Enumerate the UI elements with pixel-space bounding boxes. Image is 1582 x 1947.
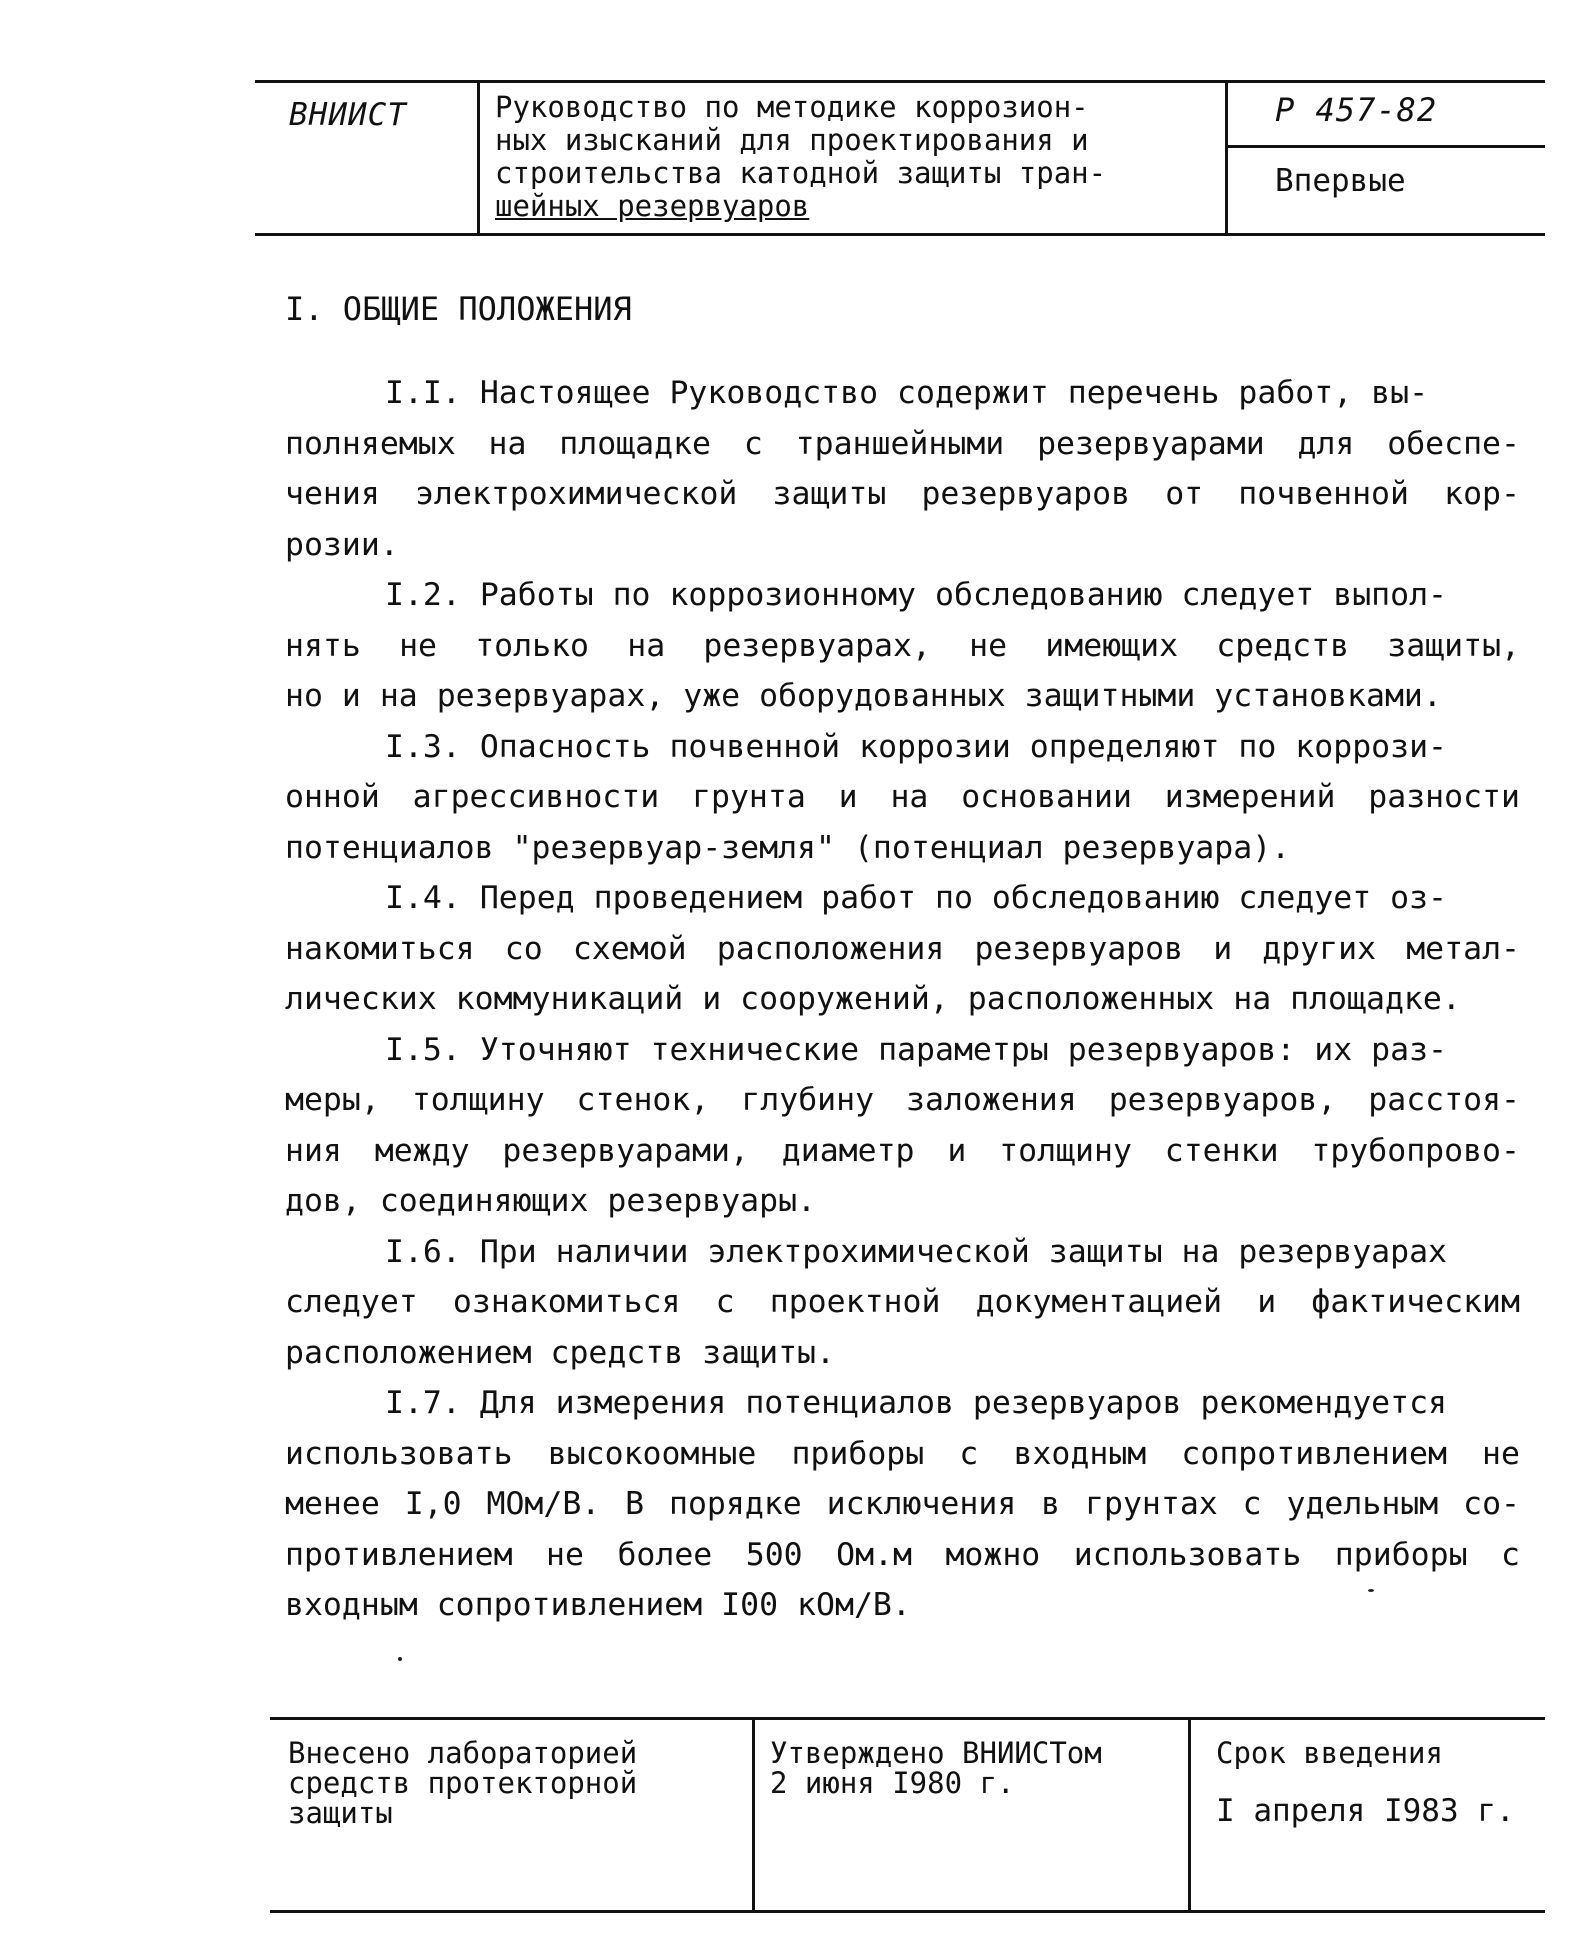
paragraph-line: накомиться со схемой расположения резервуаров и других метал- [285, 930, 1520, 967]
document-header [255, 80, 1545, 236]
paragraph-line: но и на резервуарах, уже оборудованных защитными установками. [285, 678, 1442, 714]
paragraph-line: лических коммуникаций и сооружений, расположенных на площадке. [285, 981, 1461, 1017]
title-line: Руководство по методике коррозион- [495, 90, 1089, 124]
paragraph [285, 368, 1555, 570]
paragraph-line: розии. [285, 526, 399, 563]
approved-by [770, 1738, 1102, 1798]
section-title: I. ОБЩИЕ ПОЛОЖЕНИЯ [285, 290, 632, 328]
submitted-by-line: защиты [288, 1796, 393, 1830]
header-divider-left [477, 83, 480, 233]
paragraph-line: онной агрессивности грунта и на основании измерений разности [285, 779, 1520, 815]
paragraph-line: I.3. Опасность почвенной коррозии определяют по коррози- [385, 728, 1448, 765]
paragraph-line: потенциалов "резервуар-земля" (потенциал резервуара). [285, 829, 1291, 866]
title-line: ных изысканий для проектирования и [495, 123, 1089, 157]
footer-divider-left [752, 1720, 755, 1910]
paragraph [285, 1227, 1555, 1379]
effective-date: I апреля I983 г. [1216, 1793, 1515, 1829]
approved-line: Утверждено ВНИИСТом [770, 1736, 1102, 1770]
submitted-by-line: средств протекторной [288, 1766, 638, 1800]
effective-label: Срок введения [1216, 1736, 1443, 1770]
document-title [495, 91, 1215, 223]
header-divider-right [1225, 83, 1228, 233]
submitted-by-line: Внесено лабораторией [288, 1736, 638, 1770]
paragraph [285, 1025, 1555, 1227]
effective-date-block [1216, 1736, 1515, 1829]
submitted-by [288, 1738, 637, 1828]
paragraph-line: I.4. Перед проведением работ по обследованию следует оз- [385, 880, 1448, 916]
paragraph-line: I.5. Уточняют технические параметры резервуаров: их раз- [385, 1031, 1448, 1068]
paragraph-line: расположением средств защиты. [285, 1334, 835, 1371]
paragraph-line: I.I. Настоящее Руководство содержит перечень работ, вы- [385, 375, 1429, 411]
paragraph-line: использовать высокоомные приборы с входным сопротивлением не [285, 1435, 1520, 1472]
paragraph [285, 722, 1555, 874]
paragraph-line: противлением не более 500 Ом.м можно использовать приборы с [285, 1536, 1520, 1573]
paragraph-line: I.2. Работы по коррозионному обследованию следует выпол- [385, 577, 1448, 613]
paragraph-line: I.7. Для измерения потенциалов резервуаров рекомендуется [385, 1385, 1448, 1421]
document-footer [270, 1717, 1545, 1913]
document-status: Впервые [1275, 163, 1406, 199]
paragraph-line: нять не только на резервуарах, не имеющих средств защиты, [285, 627, 1520, 664]
organization-name: ВНИИСТ [289, 97, 407, 133]
paragraph-line: следует ознакомиться с проектной документацией и фактическим [285, 1284, 1520, 1320]
footer-divider-right [1188, 1720, 1191, 1910]
paragraph-line: ния между резервуарами, диаметр и толщину стенки трубопрово- [285, 1132, 1520, 1169]
paragraph-line: входным сопротивлением I00 кОм/В. [285, 1587, 911, 1623]
title-line: строительства катодной защиты тран- [495, 156, 1107, 190]
approved-line: 2 июня I980 г. [770, 1766, 1015, 1800]
paragraph [285, 570, 1555, 722]
paragraph-line: полняемых на площадке с траншейными резервуарами для обеспе- [285, 425, 1520, 462]
paragraph-line: меры, толщину стенок, глубину заложения резервуаров, расстоя- [285, 1082, 1520, 1118]
paragraph-line: I.6. При наличии электрохимической защиты на резервуарах [385, 1233, 1448, 1270]
header-divider-horizontal [1225, 145, 1545, 148]
paragraph-line: дов, соединяющих резервуары. [285, 1183, 817, 1219]
paragraph-line: чения электрохимической защиты резервуаров от почвенной кор- [285, 476, 1520, 512]
paragraph [285, 873, 1555, 1025]
section-body [285, 368, 1555, 1631]
document-code: Р 457-82 [1275, 91, 1438, 129]
title-line: шейных резервуаров [495, 189, 810, 223]
paragraph-line: менее I,0 МОм/В. В порядке исключения в грунтах с удельным со- [285, 1486, 1520, 1522]
scan-speck [1368, 1589, 1374, 1592]
paragraph [285, 1378, 1555, 1631]
scan-speck [398, 1657, 402, 1661]
